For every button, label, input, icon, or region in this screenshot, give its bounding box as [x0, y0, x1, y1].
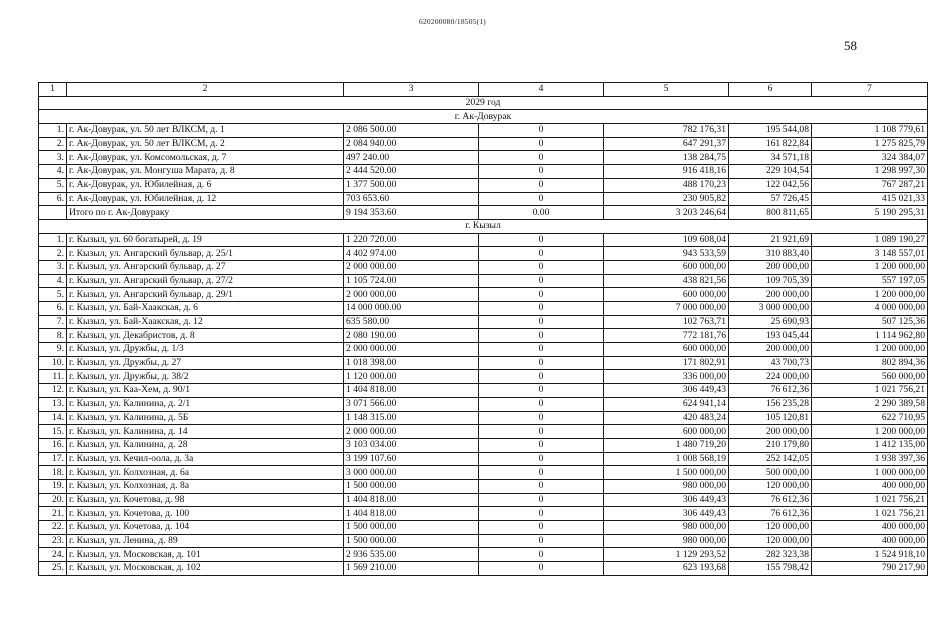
column-6-value: 500 000,00: [729, 466, 812, 480]
total-cost: 1 569 210.00: [344, 562, 479, 576]
column-6-value: 109 705,39: [729, 274, 812, 288]
column-6-value: 3 000 000,00: [729, 302, 812, 316]
city-header-row: [39, 219, 928, 233]
table-row: [39, 165, 928, 179]
column-6-value: 193 045,44: [729, 329, 812, 343]
table-row: [39, 493, 928, 507]
total-cost: 2 084 940.00: [344, 137, 479, 151]
table-row: [39, 452, 928, 466]
row-number: 5.: [39, 288, 67, 302]
column-5-value: 782 176,31: [604, 124, 729, 138]
row-number: 13.: [39, 397, 67, 411]
column-5-value: 306 449,43: [604, 493, 729, 507]
column-4-value: 0: [479, 534, 604, 548]
column-4-value: 0: [479, 124, 604, 138]
column-6-value: 120 000,00: [729, 521, 812, 535]
column-4-value: 0: [479, 452, 604, 466]
column-6-value: 156 235,28: [729, 397, 812, 411]
column-4-value: 0: [479, 288, 604, 302]
column-7-value: 557 197,05: [812, 274, 928, 288]
column-5-value: 600 000,00: [604, 343, 729, 357]
column-4-value: 0: [479, 151, 604, 165]
column-7-value: 415 021,33: [812, 192, 928, 206]
row-number: 3.: [39, 260, 67, 274]
column-4-value: 0: [479, 562, 604, 576]
table-row: [39, 178, 928, 192]
column-4-value: 0: [479, 274, 604, 288]
year-label: 2029 год: [39, 96, 928, 110]
column-5-value: 138 284,75: [604, 151, 729, 165]
table-row: [39, 274, 928, 288]
column-5-value: 600 000,00: [604, 288, 729, 302]
column-5-value: 624 941,14: [604, 397, 729, 411]
total-cost: 1 148 315.00: [344, 411, 479, 425]
total-cost: 635 580.00: [344, 315, 479, 329]
column-5-value: 306 449,43: [604, 384, 729, 398]
column-4-value: 0: [479, 493, 604, 507]
column-4-value: 0: [479, 315, 604, 329]
address: г. Кызыл, ул. Калинина, д. 5Б: [67, 411, 344, 425]
column-4-value: 0: [479, 425, 604, 439]
column-4-value: 0: [479, 233, 604, 247]
table-row: [39, 521, 928, 535]
total-cost: 2 086 500.00: [344, 124, 479, 138]
total-cost: 1 105 724.00: [344, 274, 479, 288]
table-body: [39, 83, 928, 576]
address: г. Кызыл, ул. Ангарский бульвар, д. 29/1: [67, 288, 344, 302]
column-6-value: 210 179,80: [729, 438, 812, 452]
column-4-value: 0: [479, 137, 604, 151]
address: г. Кызыл, ул. Кочетова, д. 104: [67, 521, 344, 535]
column-number: 4: [479, 83, 604, 97]
column-7-value: 1 275 825,79: [812, 137, 928, 151]
column-number: 7: [812, 83, 928, 97]
table-row: [39, 315, 928, 329]
row-number: 7.: [39, 315, 67, 329]
row-number: 2.: [39, 137, 67, 151]
row-number: 9.: [39, 343, 67, 357]
row-number: 3.: [39, 151, 67, 165]
column-4-value: 0: [479, 479, 604, 493]
column-6-value: 282 323,38: [729, 548, 812, 562]
column-7-value: 767 287,21: [812, 178, 928, 192]
column-6-value: 200 000,00: [729, 260, 812, 274]
row-number: 6.: [39, 192, 67, 206]
column-4-value: 0: [479, 329, 604, 343]
address: г. Ак-Довурак, ул. Монгуша Марата, д. 8: [67, 165, 344, 179]
address: г. Ак-Довурак, ул. Комсомольская, д. 7: [67, 151, 344, 165]
column-7-value: 507 125,36: [812, 315, 928, 329]
column-6-value: 200 000,00: [729, 288, 812, 302]
column-5-value: 102 763,71: [604, 315, 729, 329]
column-4-value: 0: [479, 192, 604, 206]
column-5-value: 3 203 246,64: [604, 206, 729, 220]
column-7-value: 1 200 000,00: [812, 343, 928, 357]
address: г. Кызыл, ул. Ангарский бульвар, д. 27/2: [67, 274, 344, 288]
column-number: 2: [67, 83, 344, 97]
column-7-value: 1 021 756,21: [812, 493, 928, 507]
column-6-value: 229 104,54: [729, 165, 812, 179]
column-6-value: 25 690,93: [729, 315, 812, 329]
total-cost: 1 500 000.00: [344, 479, 479, 493]
total-cost: 1 404 818.00: [344, 384, 479, 398]
address: г. Кызыл, ул. Дружбы, д. 38/2: [67, 370, 344, 384]
row-number: 11.: [39, 370, 67, 384]
column-7-value: 1 000 000,00: [812, 466, 928, 480]
table-row: [39, 384, 928, 398]
column-6-value: 200 000,00: [729, 343, 812, 357]
table-row: [39, 438, 928, 452]
address: г. Кызыл, ул. Калинина, д. 2/1: [67, 397, 344, 411]
column-5-value: 916 418,16: [604, 165, 729, 179]
column-7-value: 400 000,00: [812, 534, 928, 548]
total-cost: 2 000 000.00: [344, 343, 479, 357]
table-row: [39, 137, 928, 151]
table-row: [39, 411, 928, 425]
address: г. Кызыл, ул. Ангарский бульвар, д. 27: [67, 260, 344, 274]
column-7-value: 1 089 190,27: [812, 233, 928, 247]
row-number: 8.: [39, 329, 67, 343]
column-4-value: 0: [479, 521, 604, 535]
column-6-value: 76 612,36: [729, 384, 812, 398]
total-cost: 2 936 535.00: [344, 548, 479, 562]
column-7-value: 4 000 000,00: [812, 302, 928, 316]
address: г. Кызыл, ул. Кочетова, д. 98: [67, 493, 344, 507]
address: г. Кызыл, ул. Калинина, д. 28: [67, 438, 344, 452]
total-cost: 1 120 000.00: [344, 370, 479, 384]
city-name: г. Ак-Довурак: [39, 110, 928, 124]
total-cost: 2 444 520.00: [344, 165, 479, 179]
column-7-value: 1 524 918,10: [812, 548, 928, 562]
column-7-value: 802 894,36: [812, 356, 928, 370]
address: г. Кызыл, ул. 60 богатырей, д. 19: [67, 233, 344, 247]
column-5-value: 980 000,00: [604, 521, 729, 535]
page-number: 58: [844, 38, 857, 53]
column-6-value: 800 811,65: [729, 206, 812, 220]
column-4-value: 0: [479, 384, 604, 398]
column-5-value: 1 008 568,19: [604, 452, 729, 466]
column-5-value: 7 000 000,00: [604, 302, 729, 316]
column-6-value: 224 000,00: [729, 370, 812, 384]
column-5-value: 647 291,37: [604, 137, 729, 151]
column-4-value: 0: [479, 165, 604, 179]
table-row: [39, 247, 928, 261]
row-number: 5.: [39, 178, 67, 192]
address: г. Ак-Довурак, ул. Юбилейная, д. 6: [67, 178, 344, 192]
row-number: 16.: [39, 438, 67, 452]
total-cost: 14 000 000.00: [344, 302, 479, 316]
column-6-value: 21 921,69: [729, 233, 812, 247]
total-cost: 9 194 353.60: [344, 206, 479, 220]
column-7-value: 1 114 962,80: [812, 329, 928, 343]
column-6-value: 195 544,08: [729, 124, 812, 138]
column-7-value: 1 200 000,00: [812, 425, 928, 439]
column-5-value: 420 483,24: [604, 411, 729, 425]
column-number: 1: [39, 83, 67, 97]
column-5-value: 943 533,59: [604, 247, 729, 261]
address: г. Ак-Довурак, ул. Юбилейная, д. 12: [67, 192, 344, 206]
total-cost: 1 220 720.00: [344, 233, 479, 247]
column-5-value: 171 802,91: [604, 356, 729, 370]
column-5-value: 336 000,00: [604, 370, 729, 384]
column-7-value: 1 021 756,21: [812, 384, 928, 398]
address: г. Кызыл, ул. Кочетова, д. 100: [67, 507, 344, 521]
address: г. Кызыл, ул. Декабристов, д. 8: [67, 329, 344, 343]
table-row: [39, 370, 928, 384]
address: г. Кызыл, ул. Дружбы, д. 1/3: [67, 343, 344, 357]
column-5-value: 1 500 000,00: [604, 466, 729, 480]
row-number: 21.: [39, 507, 67, 521]
column-5-value: 980 000,00: [604, 479, 729, 493]
row-number: 25.: [39, 562, 67, 576]
total-cost: 3 103 034.00: [344, 438, 479, 452]
address: г. Кызыл, ул. Ленина, д. 89: [67, 534, 344, 548]
address: г. Кызыл, ул. Каа-Хем, д. 90/1: [67, 384, 344, 398]
column-number: 6: [729, 83, 812, 97]
total-cost: 4 402 974.00: [344, 247, 479, 261]
row-number: 10.: [39, 356, 67, 370]
column-4-value: 0: [479, 260, 604, 274]
table-row: [39, 343, 928, 357]
total-cost: 2 000 000.00: [344, 425, 479, 439]
column-4-value: 0: [479, 411, 604, 425]
address: г. Кызыл, ул. Московская, д. 102: [67, 562, 344, 576]
column-4-value: 0: [479, 370, 604, 384]
column-4-value: 0: [479, 356, 604, 370]
column-5-value: 980 000,00: [604, 534, 729, 548]
address: г. Ак-Довурак, ул. 50 лет ВЛКСМ, д. 1: [67, 124, 344, 138]
column-7-value: 1 108 779,61: [812, 124, 928, 138]
table-row: [39, 548, 928, 562]
table-row: [39, 534, 928, 548]
table-row: [39, 562, 928, 576]
column-6-value: 43 700,73: [729, 356, 812, 370]
row-number: 1.: [39, 233, 67, 247]
year-row: [39, 96, 928, 110]
address: г. Кызыл, ул. Ангарский бульвар, д. 25/1: [67, 247, 344, 261]
address: г. Кызыл, ул. Бай-Хаакская, д. 12: [67, 315, 344, 329]
column-7-value: 1 200 000,00: [812, 288, 928, 302]
total-cost: 1 404 818.00: [344, 507, 479, 521]
table-row: [39, 260, 928, 274]
column-7-value: 3 148 557,01: [812, 247, 928, 261]
row-number: 4.: [39, 274, 67, 288]
city-name: г. Кызыл: [39, 219, 928, 233]
total-cost: 1 018 398.00: [344, 356, 479, 370]
column-5-value: 306 449,43: [604, 507, 729, 521]
column-4-value: 0: [479, 302, 604, 316]
row-number: 15.: [39, 425, 67, 439]
row-number: 14.: [39, 411, 67, 425]
column-5-value: 438 821,56: [604, 274, 729, 288]
total-cost: 3 071 566.00: [344, 397, 479, 411]
table-row: [39, 124, 928, 138]
column-number-row: [39, 83, 928, 97]
address: г. Кызыл, ул. Бай-Хаакская, д. 6: [67, 302, 344, 316]
column-7-value: 2 290 389,58: [812, 397, 928, 411]
document-code: 620200080/18505(1): [419, 17, 486, 26]
row-number: 23.: [39, 534, 67, 548]
row-number: 6.: [39, 302, 67, 316]
column-6-value: 161 822,84: [729, 137, 812, 151]
row-number: [39, 206, 67, 220]
table-row: [39, 397, 928, 411]
city-header-row: [39, 110, 928, 124]
column-6-value: 76 612,36: [729, 507, 812, 521]
column-5-value: 600 000,00: [604, 425, 729, 439]
total-cost: 497 240.00: [344, 151, 479, 165]
total-cost: 1 500 000.00: [344, 521, 479, 535]
column-7-value: 1 200 000,00: [812, 260, 928, 274]
column-4-value: 0: [479, 507, 604, 521]
column-4-value: 0: [479, 438, 604, 452]
table-row: [39, 233, 928, 247]
column-5-value: 1 129 293,52: [604, 548, 729, 562]
table-row: [39, 151, 928, 165]
table-row: [39, 288, 928, 302]
table-row: [39, 356, 928, 370]
row-number: 18.: [39, 466, 67, 480]
row-number: 20.: [39, 493, 67, 507]
column-7-value: 5 190 295,31: [812, 206, 928, 220]
column-5-value: 1 480 719,20: [604, 438, 729, 452]
row-number: 19.: [39, 479, 67, 493]
row-number: 4.: [39, 165, 67, 179]
table-row: [39, 425, 928, 439]
row-number: 24.: [39, 548, 67, 562]
column-6-value: 155 798,42: [729, 562, 812, 576]
column-4-value: 0: [479, 397, 604, 411]
total-cost: 3 199 107.60: [344, 452, 479, 466]
column-4-value: 0: [479, 548, 604, 562]
column-5-value: 488 170,23: [604, 178, 729, 192]
address: г. Ак-Довурак, ул. 50 лет ВЛКСМ, д. 2: [67, 137, 344, 151]
column-7-value: 1 021 756,21: [812, 507, 928, 521]
column-6-value: 76 612,36: [729, 493, 812, 507]
column-7-value: 560 000,00: [812, 370, 928, 384]
column-7-value: 1 412 135,00: [812, 438, 928, 452]
column-6-value: 310 883,40: [729, 247, 812, 261]
column-7-value: 622 710,95: [812, 411, 928, 425]
total-cost: 3 000 000.00: [344, 466, 479, 480]
column-6-value: 57 726,45: [729, 192, 812, 206]
total-cost: 1 500 000.00: [344, 534, 479, 548]
total-cost: 703 653.60: [344, 192, 479, 206]
column-4-value: 0.00: [479, 206, 604, 220]
column-6-value: 122 042,56: [729, 178, 812, 192]
total-cost: 2 000 000.00: [344, 288, 479, 302]
column-7-value: 790 217,90: [812, 562, 928, 576]
total-cost: 1 404 818.00: [344, 493, 479, 507]
column-4-value: 0: [479, 247, 604, 261]
column-6-value: 105 120,81: [729, 411, 812, 425]
address: Итого по г. Ак-Довураку: [67, 206, 344, 220]
column-number: 5: [604, 83, 729, 97]
column-7-value: 1 298 997,30: [812, 165, 928, 179]
row-number: 22.: [39, 521, 67, 535]
total-cost: 2 080 190.00: [344, 329, 479, 343]
row-number: 2.: [39, 247, 67, 261]
row-number: 12.: [39, 384, 67, 398]
table-row: [39, 329, 928, 343]
address: г. Кызыл, ул. Дружбы, д. 27: [67, 356, 344, 370]
column-4-value: 0: [479, 343, 604, 357]
table-row: [39, 192, 928, 206]
address: г. Кызыл, ул. Колхозная, д. 8а: [67, 479, 344, 493]
address: г. Кызыл, ул. Московская, д. 101: [67, 548, 344, 562]
total-cost: 1 377 500.00: [344, 178, 479, 192]
column-6-value: 120 000,00: [729, 534, 812, 548]
column-4-value: 0: [479, 178, 604, 192]
column-5-value: 230 905,82: [604, 192, 729, 206]
row-number: 1.: [39, 124, 67, 138]
column-7-value: 1 938 397,36: [812, 452, 928, 466]
table-row: [39, 479, 928, 493]
table-row: [39, 507, 928, 521]
row-number: 17.: [39, 452, 67, 466]
column-number: 3: [344, 83, 479, 97]
table-row: [39, 466, 928, 480]
column-5-value: 600 000,00: [604, 260, 729, 274]
data-table: [38, 82, 928, 576]
column-7-value: 400 000,00: [812, 521, 928, 535]
table-row: [39, 302, 928, 316]
column-7-value: 400 000,00: [812, 479, 928, 493]
column-6-value: 34 571,18: [729, 151, 812, 165]
column-6-value: 252 142,05: [729, 452, 812, 466]
column-6-value: 200 000,00: [729, 425, 812, 439]
column-5-value: 109 608,04: [604, 233, 729, 247]
column-5-value: 772 181,76: [604, 329, 729, 343]
total-cost: 2 000 000.00: [344, 260, 479, 274]
total-row: [39, 206, 928, 220]
column-4-value: 0: [479, 466, 604, 480]
column-5-value: 623 193,68: [604, 562, 729, 576]
column-7-value: 324 384,07: [812, 151, 928, 165]
column-6-value: 120 000,00: [729, 479, 812, 493]
address: г. Кызыл, ул. Калинина, д. 14: [67, 425, 344, 439]
address: г. Кызыл, ул. Кечил-оола, д. 3а: [67, 452, 344, 466]
address: г. Кызыл, ул. Колхозная, д. 6а: [67, 466, 344, 480]
